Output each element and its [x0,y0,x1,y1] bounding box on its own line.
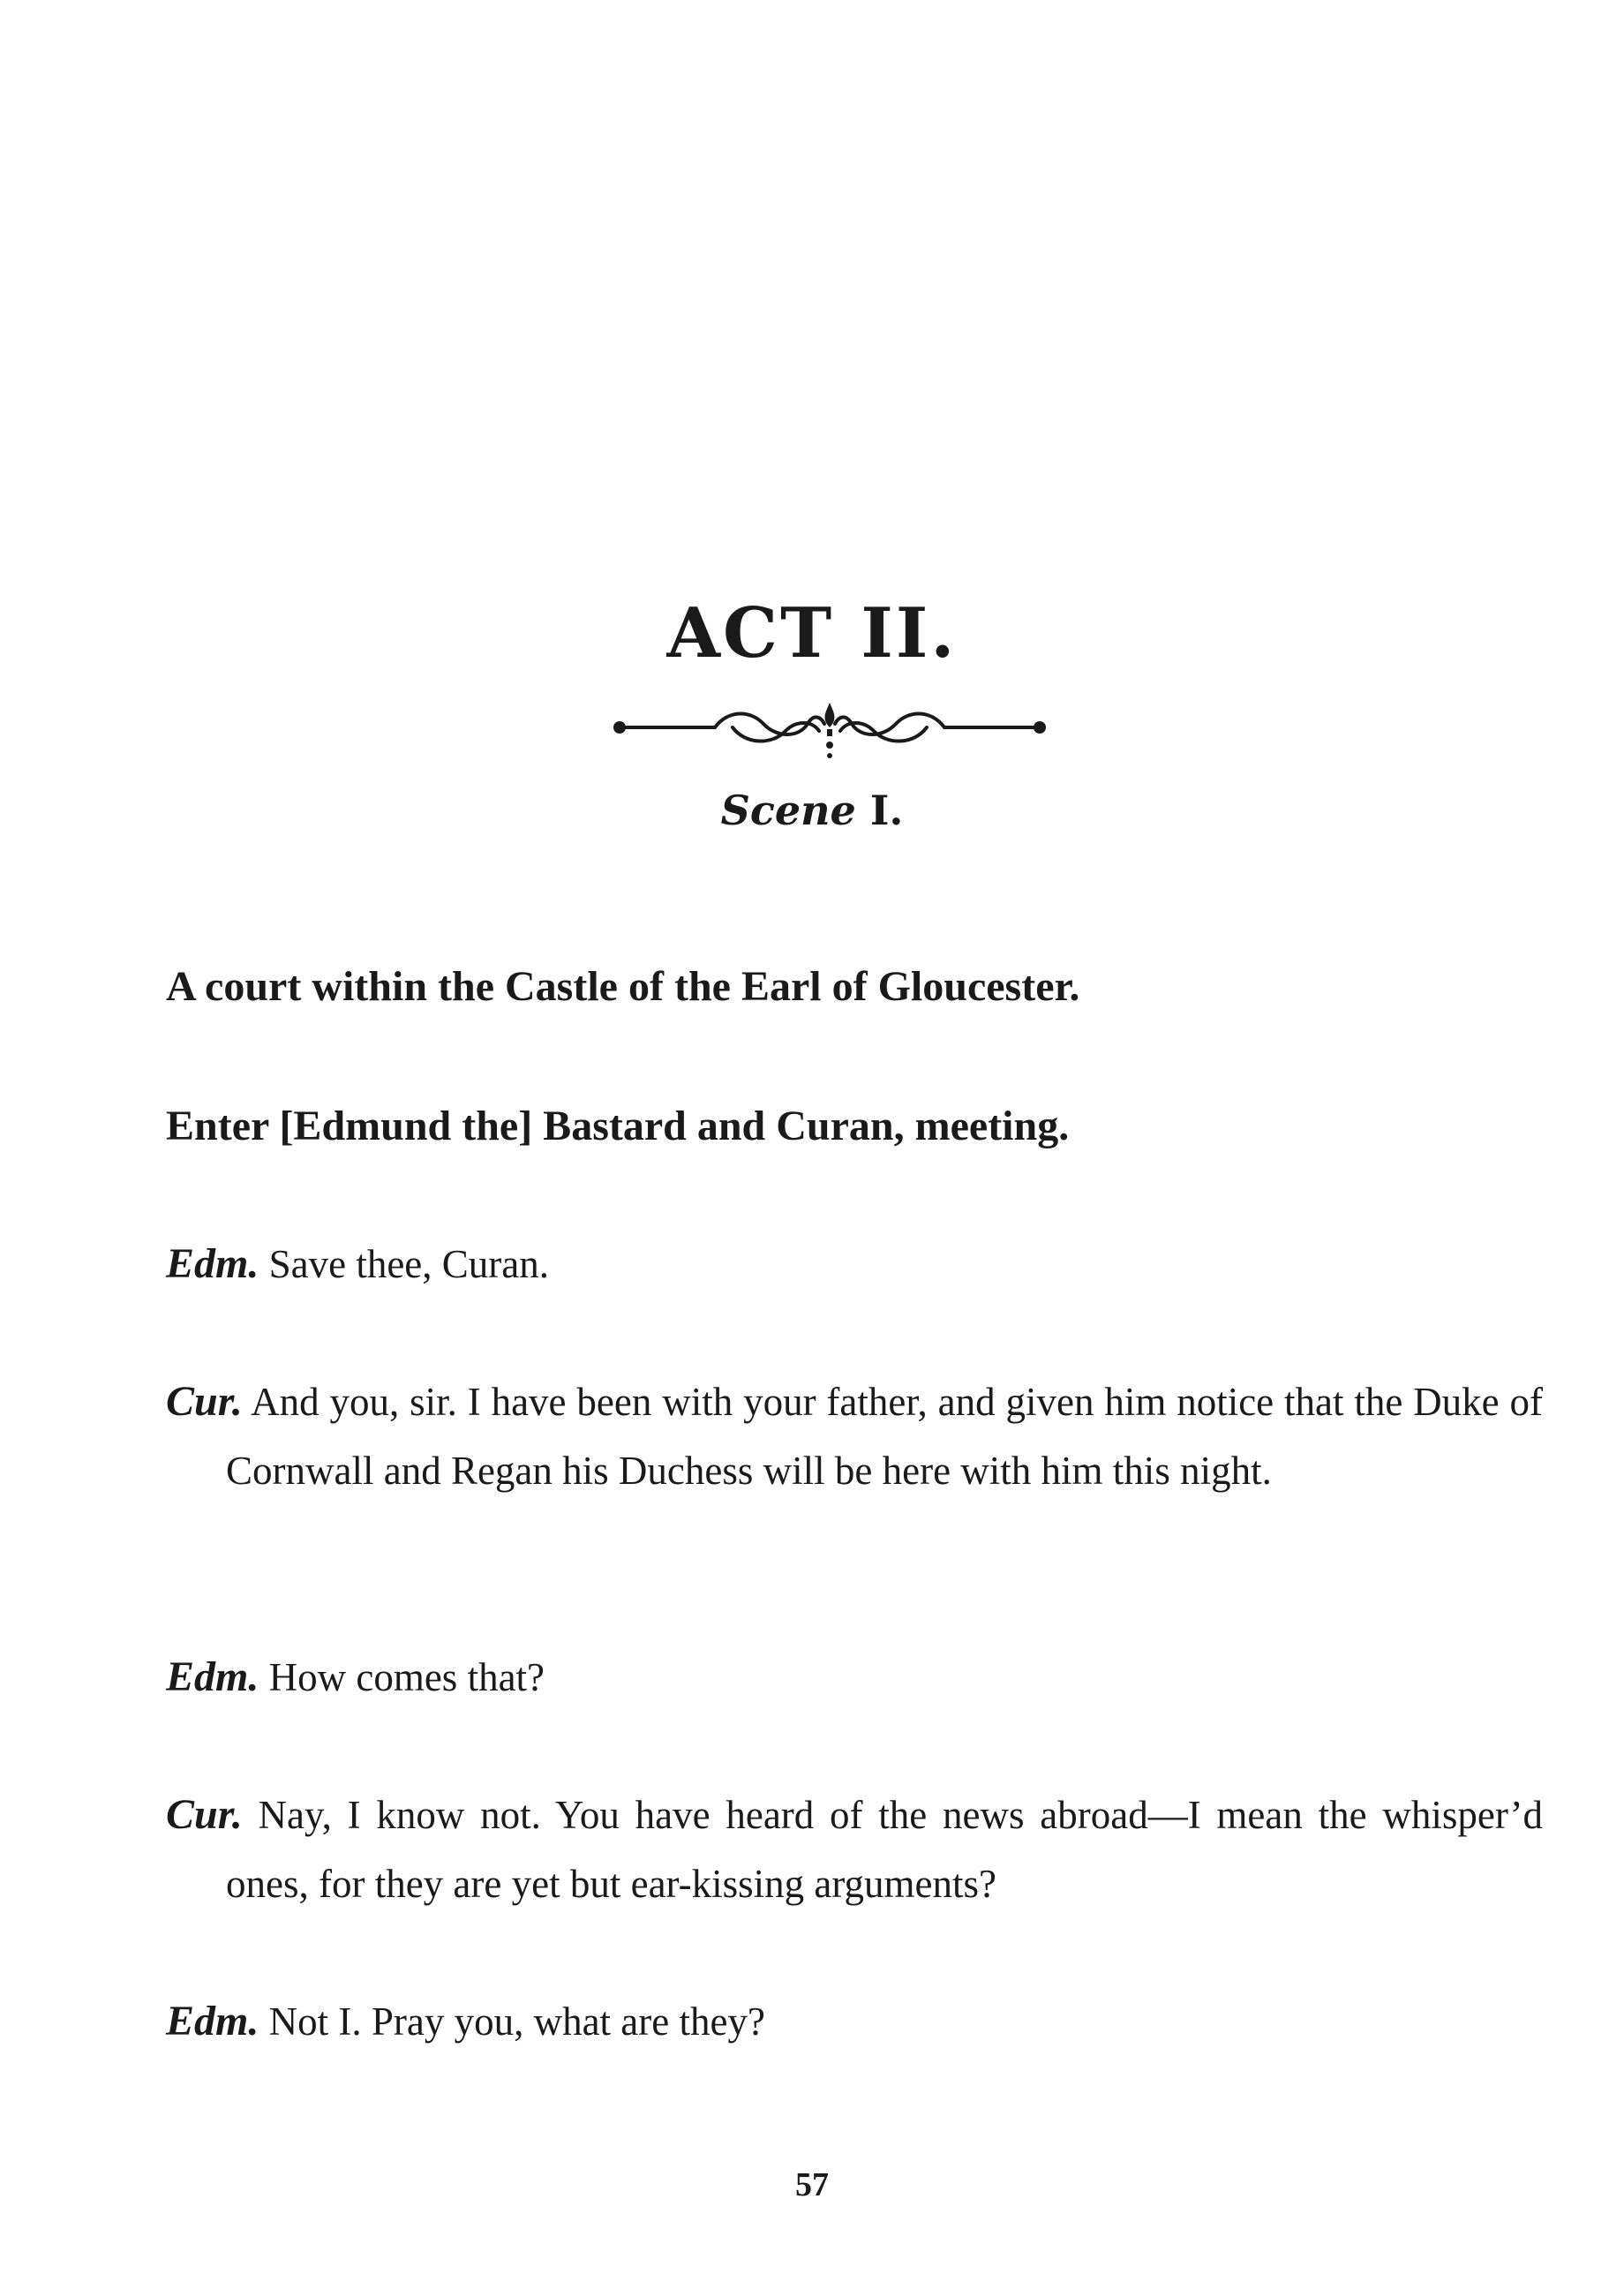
dialogue-line [166,1643,1543,1712]
dialogue-line [166,1367,1543,1505]
speaker-name: Edm. [166,1653,259,1700]
dialogue-line [166,1781,1543,1918]
speaker-name: Cur. [166,1791,243,1838]
stage-direction-setting: A court within the Castle of the Earl of Gloucester. [166,963,1080,1010]
speaker-name: Edm. [166,1998,259,2044]
speaker-name: Cur. [166,1378,243,1425]
page-number: 57 [795,2166,829,2203]
ornamental-divider-icon [609,697,1050,777]
act-title: ACT II. [666,593,958,674]
line-text: Nay, I know not. You have heard of the news abroad—I mean the whisper’d ones, for they are yet but ear-kissing arguments? [226,1793,1543,1906]
speaker-name: Edm. [166,1240,259,1287]
dialogue-line [166,1987,1543,2056]
line-text: And you, sir. I have been with your father, and given him notice that the Duke of Cornwall and Regan his Duchess will be here with him this night. [226,1380,1543,1493]
scene-label: Scene [720,787,856,834]
line-text: Not I. Pray you, what are they? [268,1999,765,2044]
scene-title [0,784,1624,837]
dialogue-line [166,1230,1543,1299]
stage-direction-entrance: Enter [Edmund the] Bastard and Curan, meeting. [166,1103,1070,1149]
line-text: Save thee, Curan. [268,1242,550,1286]
scene-number: I. [869,787,904,834]
line-text: How comes that? [268,1655,545,1699]
